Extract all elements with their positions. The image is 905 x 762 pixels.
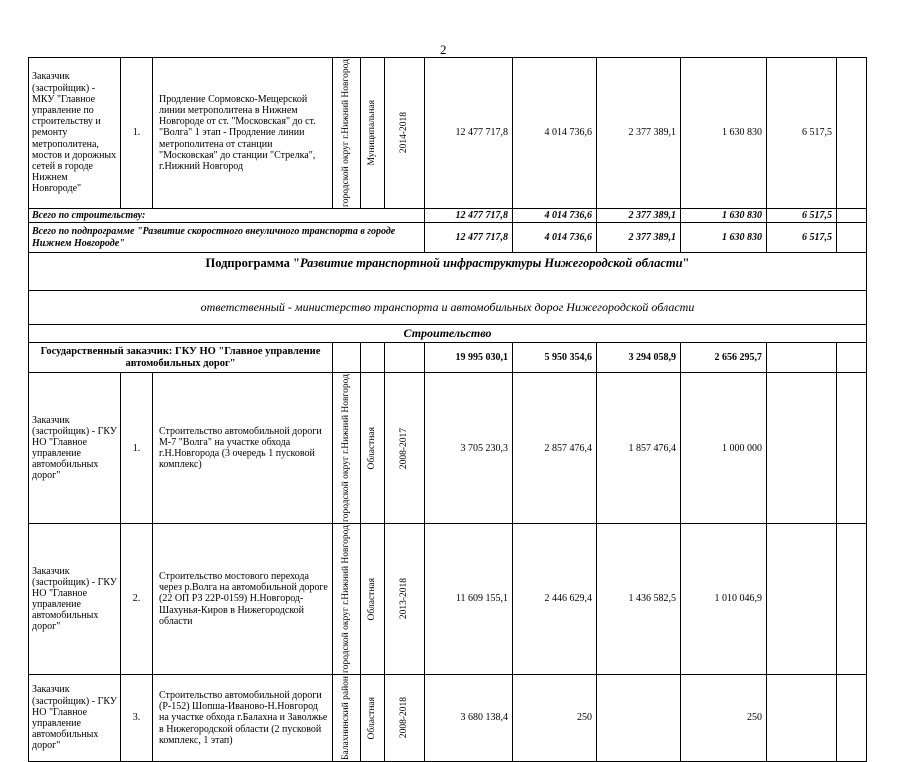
ownership-cell [361,373,385,524]
customer-cell: Заказчик (застройщик) - ГКУ НО "Главное управление автомобильных дорог" [29,373,121,524]
territory-cell [333,675,361,762]
table-row [29,373,867,524]
budget-table [28,57,867,762]
period-cell [385,58,425,209]
period-text: 2008-2018 [398,697,409,739]
territory-cell [333,524,361,675]
empty-cell [837,373,867,524]
value-5: 6 517,5 [767,58,837,209]
ownership-cell [361,58,385,209]
value-1: 11 609 155,1 [425,524,513,675]
territory-text: городской округ г.Нижний Новгород [340,59,351,207]
value-5 [767,373,837,524]
value-4: 1 000 000 [681,373,767,524]
value-5 [767,524,837,675]
responsible-text: ответственный - министерство транспорта и автомобильных дорог Нижегородской области [29,291,867,325]
ownership-text: Муниципальная [366,100,377,166]
section-title: Строительство [29,325,867,343]
state-customer-v3: 3 294 058,9 [597,343,681,373]
value-4: 1 630 830 [681,58,767,209]
row-number: 3. [121,675,153,762]
empty-cell [837,58,867,209]
period-text: 2008-2017 [398,427,409,469]
total-construction-label: Всего по строительству: [29,208,425,222]
value-3: 2 377 389,1 [597,58,681,209]
table-row [29,675,867,762]
ownership-text: Областная [366,696,377,740]
value-2: 2 446 629,4 [513,524,597,675]
territory-text: городской округ г.Нижний Новгород [340,374,351,523]
value-3: 1 436 582,5 [597,524,681,675]
state-customer-v4: 2 656 295,7 [681,343,767,373]
period-cell [385,524,425,675]
row-number: 1. [121,373,153,524]
object-cell: Строительство мостового перехода через р.Волга на автомобильной дороге (22 ОП РЗ 22Р-0159) Н.Новгород-Шахунья-Киров в Нижегородской области [153,524,333,675]
object-cell: Продление Сормовско-Мещерской линии метрополитена в Нижнем Новгороде от ст. "Московская" до ст. "Волга" 1 этап - Продление линии метрополитена от станции "Московская" до станции "Стрелка", г.Нижний Новгород [153,58,333,209]
total-construction-v4: 1 630 830 [681,208,767,222]
period-cell [385,675,425,762]
total-construction-v2: 4 014 736,6 [513,208,597,222]
value-2: 2 857 476,4 [513,373,597,524]
state-customer-label: Государственный заказчик: ГКУ НО "Главное управление автомобильных дорог" [29,343,333,373]
subprogram-name: Развитие транспортной инфраструктуры Нижегородской области [299,256,683,271]
value-4: 1 010 046,9 [681,524,767,675]
row-number: 2. [121,524,153,675]
total-subprogram-row [29,223,867,253]
value-2: 4 014 736,6 [513,58,597,209]
empty-cell [361,343,385,373]
customer-cell: Заказчик (застройщик) - ГКУ НО "Главное управление автомобильных дорог" [29,675,121,762]
subprogram-prefix: Подпрограмма " [205,256,300,271]
section-row [29,325,867,343]
total-construction-v1: 12 477 717,8 [425,208,513,222]
value-1: 3 705 230,3 [425,373,513,524]
total-subprogram-v3: 2 377 389,1 [597,223,681,253]
total-subprogram-v2: 4 014 736,6 [513,223,597,253]
total-subprogram-label: Всего по подпрограмме "Развитие скоростного внеуличного транспорта в городе Нижнем Новгороде" [29,223,425,253]
subprogram-suffix: " [682,256,690,271]
empty-cell [333,343,361,373]
subprogram-title [29,253,867,291]
territory-cell [333,58,361,209]
state-customer-v5 [767,343,837,373]
customer-cell: Заказчик (застройщик) - МКУ "Главное управление по строительству и ремонту метрополитена, мостов и дорожных сетей в городе Нижнем Новгороде" [29,58,121,209]
total-construction-row [29,208,867,222]
object-cell: Строительство автомобильной дороги (Р-152) Шопша-Иваново-Н.Новгород на участке обхода г.Балахна и Заволжье в Нижегородской области (2 пусковой комплекс, 1 этап) [153,675,333,762]
value-3: 1 857 476,4 [597,373,681,524]
period-cell [385,373,425,524]
state-customer-v1: 19 995 030,1 [425,343,513,373]
state-customer-v2: 5 950 354,6 [513,343,597,373]
ownership-cell [361,524,385,675]
empty-cell [837,675,867,762]
state-customer-row [29,343,867,373]
empty-cell [837,524,867,675]
table-row [29,58,867,209]
period-text: 2013-2018 [398,578,409,620]
value-3 [597,675,681,762]
total-subprogram-v4: 1 630 830 [681,223,767,253]
territory-text: городской округ г.Нижний Новгород [340,525,351,674]
territory-text: Балахнинский район [340,676,351,761]
responsible-row [29,291,867,325]
value-1: 3 680 138,4 [425,675,513,762]
ownership-cell [361,675,385,762]
total-construction-v5: 6 517,5 [767,208,837,222]
period-text: 2014-2018 [398,112,409,154]
total-construction-v3: 2 377 389,1 [597,208,681,222]
empty-cell [385,343,425,373]
empty-cell [837,223,867,253]
object-cell: Строительство автомобильной дороги М-7 "Волга" на участке обхода г.Н.Новгорода (3 очередь 1 пусковой комплекс) [153,373,333,524]
empty-cell [837,343,867,373]
value-2: 250 [513,675,597,762]
empty-cell [837,208,867,222]
ownership-text: Областная [366,426,377,470]
subprogram-title-row [29,253,867,291]
total-subprogram-v5: 6 517,5 [767,223,837,253]
table-row [29,524,867,675]
territory-cell [333,373,361,524]
customer-cell: Заказчик (застройщик) - ГКУ НО "Главное управление автомобильных дорог" [29,524,121,675]
page-number: 2 [440,42,447,57]
ownership-text: Областная [366,577,377,621]
total-subprogram-v1: 12 477 717,8 [425,223,513,253]
value-4: 250 [681,675,767,762]
row-number: 1. [121,58,153,209]
value-5 [767,675,837,762]
value-1: 12 477 717,8 [425,58,513,209]
